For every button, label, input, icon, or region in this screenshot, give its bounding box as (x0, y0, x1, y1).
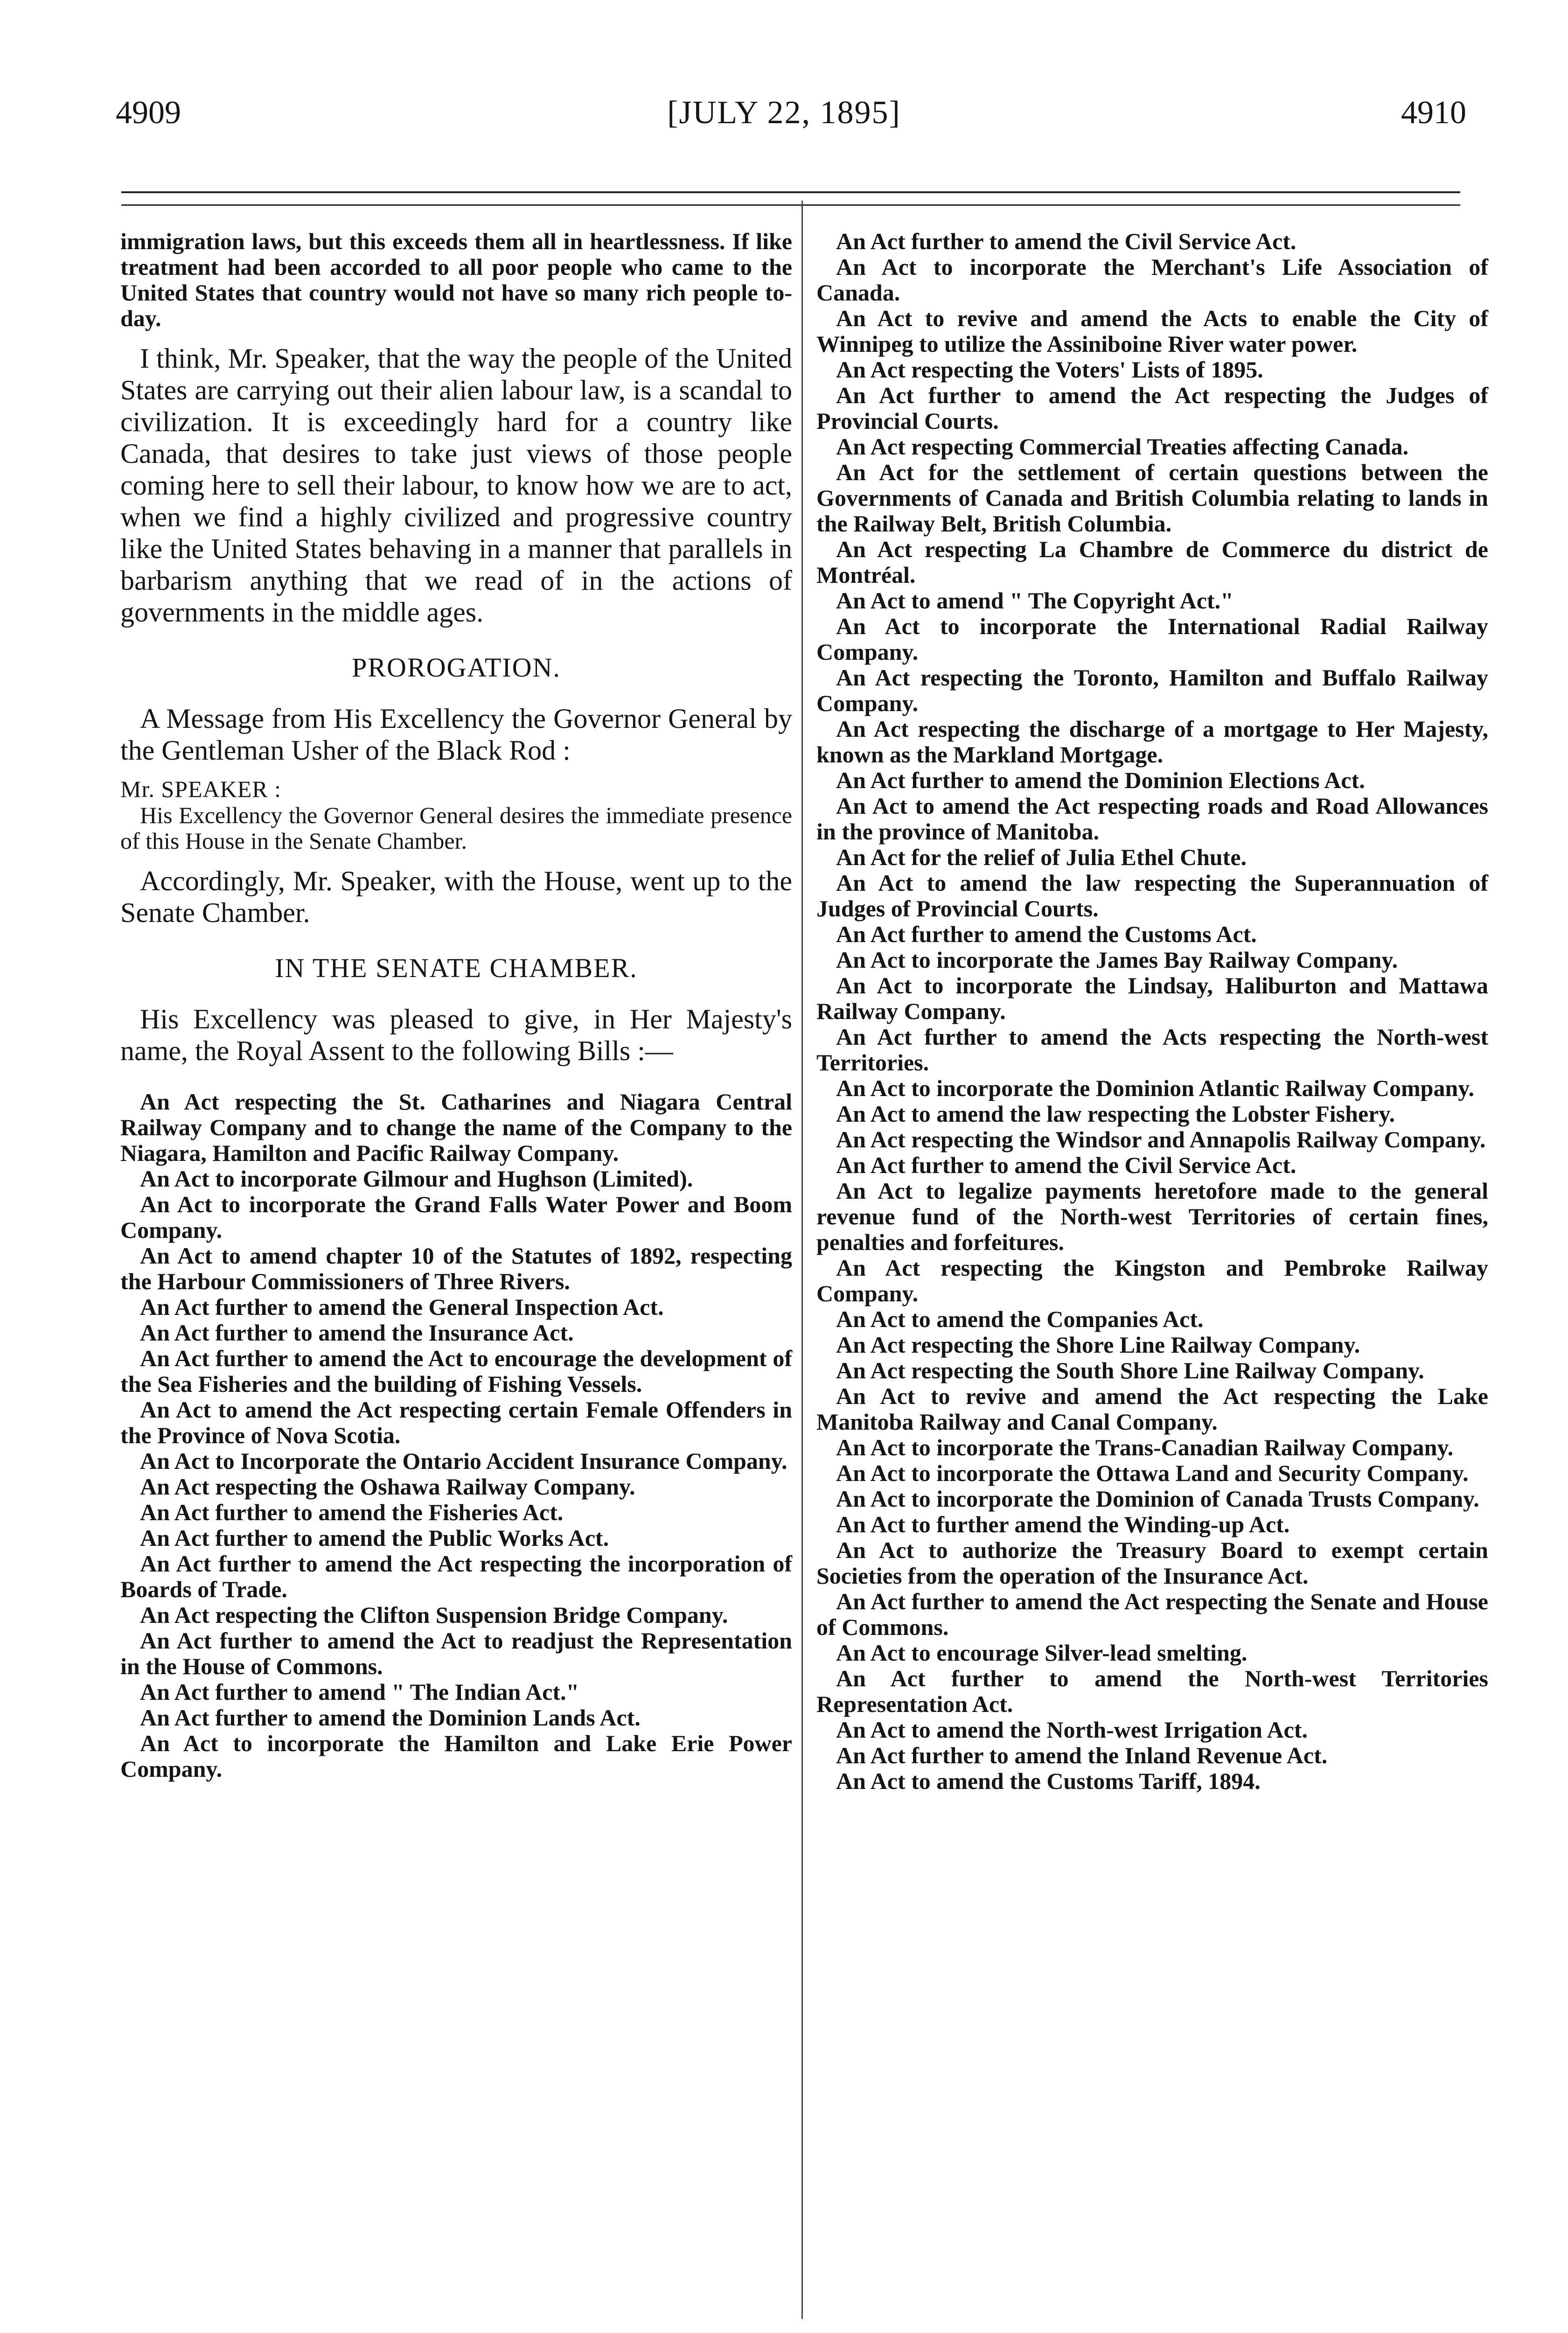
intro-paragraph: immigration laws, but this exceeds them all in heartlessness. If like treatment had been accorded to all poor people who came to the United States that country would not have so many rich people to-day. (120, 228, 792, 331)
act-item: An Act to amend the law respecting the Superannuation of Judges of Provincial Courts. (816, 870, 1488, 922)
act-item: An Act to amend the North-west Irrigation Act. (836, 1717, 1308, 1743)
act-item: An Act to incorporate the Hamilton and Lake Erie Power Company. (120, 1730, 792, 1782)
act-item: An Act to incorporate the Dominion of Canada Trusts Company. (836, 1486, 1479, 1512)
act-item: An Act further to amend the Customs Act. (836, 921, 1257, 947)
speech-paragraph: I think, Mr. Speaker, that the way the people of the United States are carrying out their alien labour law, is a scandal to civilization. It is exceedingly hard for a country like Canada, that desires to take just views of those people coming here to sell their labour, to know how we are to act, when we find a highly civilized and progressive country like the United States behaving in a manner that parallels in barbarism anything that we read of in the actions of governments in the middle ages. (120, 343, 792, 628)
act-item: An Act to revive and amend the Act respecting the Lake Manitoba Railway and Canal Company. (816, 1383, 1488, 1435)
act-item: An Act respecting La Chambre de Commerce du district de Montréal. (816, 536, 1488, 588)
act-item: An Act to legalize payments heretofore made to the general revenue fund of the North-west Territories of certain fines, penalties and forfeitures. (816, 1178, 1488, 1255)
page-number-right: 4910 (1401, 95, 1466, 131)
act-item: An Act to Incorporate the Ontario Accident Insurance Company. (140, 1448, 787, 1474)
act-item: An Act respecting the Kingston and Pembroke Railway Company. (816, 1255, 1488, 1306)
act-item: An Act further to amend the Civil Service Act. (836, 228, 1296, 254)
header-rule-second (121, 204, 1460, 206)
act-item: An Act respecting the Oshawa Railway Company. (140, 1474, 635, 1500)
act-item: An Act to incorporate the Grand Falls Water Power and Boom Company. (120, 1191, 792, 1243)
left-column (120, 229, 792, 1782)
act-item: An Act to incorporate the Dominion Atlantic Railway Company. (836, 1075, 1475, 1101)
act-item: An Act further to amend the Civil Service Act. (836, 1152, 1296, 1178)
senate-chamber-heading: IN THE SENATE CHAMBER. (275, 953, 638, 983)
act-item: An Act to incorporate the International Radial Railway Company. (816, 613, 1488, 665)
act-item: An Act further to amend the Act respecting the incorporation of Boards of Trade. (120, 1551, 792, 1602)
act-item: An Act respecting the Toronto, Hamilton and Buffalo Railway Company. (816, 664, 1488, 716)
act-item: An Act further to amend the Dominion Lands Act. (140, 1704, 641, 1731)
header-rule (121, 191, 1460, 193)
prorogation-heading: PROROGATION. (352, 652, 561, 683)
act-item: An Act further to amend the Act to readjust the Representation in the House of Commons. (120, 1628, 792, 1679)
salutation: Mr. SPEAKER : (120, 776, 282, 802)
act-item: An Act further to amend the Public Works Act. (140, 1525, 609, 1551)
act-item: An Act further to amend the Act to encourage the development of the Sea Fisheries and the building of Fishing Vessels. (120, 1345, 792, 1397)
act-item: An Act respecting the Clifton Suspension Bridge Company. (140, 1602, 728, 1628)
act-item: An Act further to amend the Act respecting the Judges of Provincial Courts. (816, 382, 1488, 434)
right-acts-list (816, 229, 1488, 1794)
governor-desire: His Excellency the Governor General desires the immediate presence of this House in the Senate Chamber. (120, 802, 792, 854)
act-item: An Act to incorporate Gilmour and Hughson (Limited). (140, 1166, 693, 1192)
act-item: An Act to amend the Customs Tariff, 1894. (836, 1768, 1261, 1794)
act-item: An Act to incorporate the Lindsay, Haliburton and Mattawa Railway Company. (816, 972, 1488, 1024)
act-item: An Act to amend the Act respecting certain Female Offenders in the Province of Nova Scotia. (120, 1397, 792, 1448)
act-item: An Act respecting Commercial Treaties affecting Canada. (836, 433, 1409, 460)
act-item: An Act further to amend the Fisheries Act. (140, 1499, 564, 1525)
act-item: An Act further to amend the Acts respecting the North-west Territories. (816, 1024, 1488, 1076)
act-item: An Act further to amend the Dominion Elections Act. (836, 767, 1365, 793)
act-item: An Act further to amend the Insurance Act. (140, 1320, 574, 1346)
act-item: An Act to encourage Silver-lead smelting. (836, 1640, 1247, 1666)
act-item: An Act to amend the Act respecting roads and Road Allowances in the province of Manitoba. (816, 793, 1488, 845)
act-item: An Act to further amend the Winding-up Act. (836, 1511, 1290, 1537)
act-item: An Act respecting the South Shore Line Railway Company. (836, 1357, 1424, 1383)
act-item: An Act further to amend the Act respecting the Senate and House of Commons. (816, 1588, 1488, 1640)
act-item: An Act respecting the Windsor and Annapolis Railway Company. (836, 1126, 1486, 1153)
act-item: An Act for the relief of Julia Ethel Chute. (836, 844, 1247, 870)
act-item: An Act respecting the St. Catharines and Niagara Central Railway Company and to change the name of the Company to the Niagara, Hamilton and Pacific Railway Company. (120, 1089, 792, 1166)
act-item: An Act to amend the Companies Act. (836, 1306, 1204, 1332)
accordingly-paragraph: Accordingly, Mr. Speaker, with the House, went up to the Senate Chamber. (120, 866, 792, 928)
act-item: An Act respecting the Shore Line Railway Company. (836, 1332, 1360, 1358)
act-item: An Act for the settlement of certain questions between the Governments of Canada and British Columbia relating to lands in the Railway Belt, British Columbia. (816, 459, 1488, 537)
act-item: An Act further to amend the Inland Revenue Act. (836, 1742, 1328, 1768)
message-paragraph: A Message from His Excellency the Governor General by the Gentleman Usher of the Black Rod : (120, 703, 792, 766)
act-item: An Act further to amend " The Indian Act." (140, 1679, 579, 1705)
column-divider (801, 201, 803, 2319)
page-number-left: 4909 (116, 95, 181, 131)
act-item: An Act to incorporate the James Bay Railway Company. (836, 947, 1398, 973)
left-acts-list (120, 1089, 792, 1782)
act-item: An Act to incorporate the Ottawa Land and Security Company. (836, 1460, 1469, 1486)
royal-assent-paragraph: His Excellency was pleased to give, in Her Majesty's name, the Royal Assent to the following Bills :— (120, 1004, 792, 1066)
page-header (0, 93, 1568, 154)
act-item: An Act further to amend the General Inspection Act. (140, 1294, 664, 1320)
act-item: An Act respecting the discharge of a mortgage to Her Majesty, known as the Markland Mortgage. (816, 716, 1488, 768)
header-date: [JULY 22, 1895] (667, 95, 901, 131)
act-item: An Act to incorporate the Merchant's Life Association of Canada. (816, 254, 1488, 306)
act-item: An Act to authorize the Treasury Board to exempt certain Societies from the operation of the Insurance Act. (816, 1537, 1488, 1589)
act-item: An Act respecting the Voters' Lists of 1895. (836, 356, 1263, 383)
act-item: An Act to amend the law respecting the Lobster Fishery. (836, 1101, 1395, 1127)
act-item: An Act to incorporate the Trans-Canadian Railway Company. (836, 1434, 1454, 1460)
act-item: An Act further to amend the North-west Territories Representation Act. (816, 1665, 1488, 1717)
right-column (816, 229, 1488, 1794)
act-item: An Act to amend chapter 10 of the Statutes of 1892, respecting the Harbour Commissioners of Three Rivers. (120, 1243, 792, 1294)
act-item: An Act to revive and amend the Acts to enable the City of Winnipeg to utilize the Assiniboine River water power. (816, 305, 1488, 357)
act-item: An Act to amend " The Copyright Act." (836, 587, 1233, 614)
